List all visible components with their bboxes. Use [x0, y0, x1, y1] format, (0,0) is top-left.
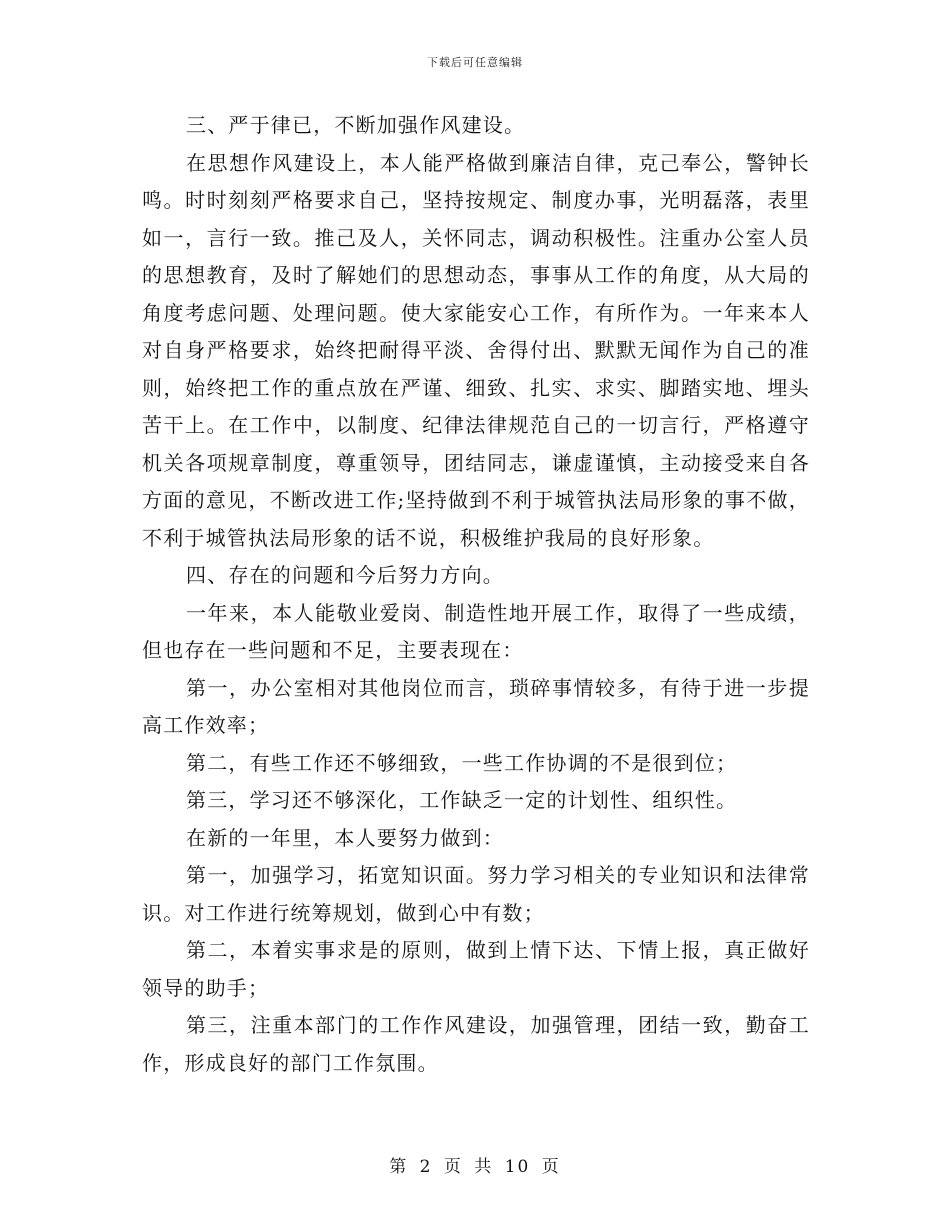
paragraph-summary: 一年来，本人能敬业爱岗、制造性地开展工作，取得了一些成绩，但也存在一些问题和不足，主要表现在：	[142, 600, 810, 662]
paragraph-goal-one: 第一，加强学习，拓宽知识面。努力学习相关的专业知识和法律常识。对工作进行统筹规划，做到心中有数；	[142, 863, 810, 925]
paragraph-problem-two: 第二，有些工作还不够细致，一些工作协调的不是很到位；	[186, 750, 738, 775]
paragraph-work-style: 在思想作风建设上，本人能严格做到廉洁自律，克己奉公，警钟长鸣。时时刻刻严格要求自己，坚持按规定、制度办事，光明磊落，表里如一，言行一致。推己及人，关怀同志，调动积极性。注重办公室人员的思想教育，及时了解她们的思想动态，事事从工作的角度，从大局的角度考虑问题、处理问题。使大家能安心工作，有所作为。一年来本人对自身严格要求，始终把耐得平淡、舍得付出、默默无闻作为自己的准则，始终把工作的重点放在严谨、细致、扎实、求实、脚踏实地、埋头苦干上。在工作中，以制度、纪律法律规范自己的一切言行，严格遵守机关各项规章制度，尊重领导，团结同志，谦虚谨慎，主动接受来自各方面的意见，不断改进工作;坚持做到不利于城管执法局形象的事不做，不利于城管执法局形象的话不说，积极维护我局的良好形象。	[142, 150, 810, 550]
paragraph-goal-two: 第二，本着实事求是的原则，做到上情下达、下情上报，真正做好领导的助手；	[142, 938, 810, 1000]
section-heading-four: 四、存在的问题和今后努力方向。	[186, 563, 504, 587]
page-number-footer: 第 2 页 共 10 页	[389, 1157, 561, 1177]
section-heading-three: 三、严于律已，不断加强作风建设。	[186, 113, 526, 137]
header-note: 下载后可任意编辑	[427, 56, 523, 69]
document-body	[142, 107, 810, 1082]
paragraph-problem-three: 第三，学习还不够深化，工作缺乏一定的计划性、组织性。	[186, 788, 738, 812]
paragraph-problem-one: 第一，办公室相对其他岗位而言，琐碎事情较多，有待于进一步提高工作效率；	[142, 675, 810, 737]
paragraph-new-year-intro: 在新的一年里，本人要努力做到：	[186, 825, 504, 850]
paragraph-goal-three: 第三，注重本部门的工作作风建设，加强管理，团结一致，勤奋工作，形成良好的部门工作氛围。	[142, 1013, 810, 1075]
